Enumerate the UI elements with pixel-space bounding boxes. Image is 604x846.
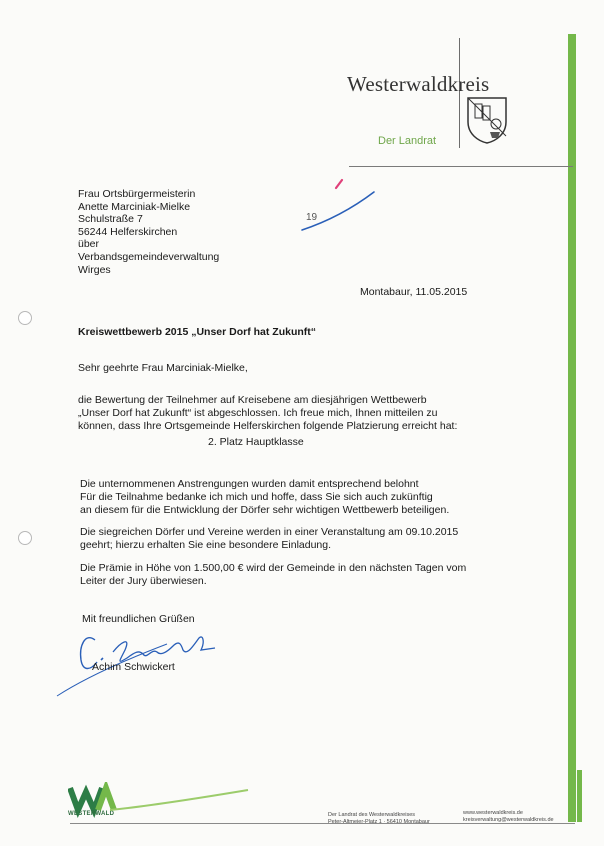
paragraph-line: die Bewertung der Teilnehmer auf Kreisebene am diesjährigen Wettbewerb — [78, 394, 427, 406]
address-line: Frau Ortsbürgermeisterin — [78, 188, 196, 200]
paragraph-line: an diesem für die Entwicklung der Dörfer sehr wichtigen Wettbewerb beteiligen. — [80, 504, 450, 516]
footer-email: kreisverwaltung@westerwaldkreis.de — [463, 817, 554, 823]
salutation: Sehr geehrte Frau Marciniak-Mielke, — [78, 362, 248, 374]
address-line: Anette Marciniak-Mielke — [78, 200, 191, 213]
receipt-stamp-mark — [300, 176, 380, 236]
letterhead-divider-horizontal — [349, 166, 573, 167]
body-paragraph-prize — [80, 562, 466, 588]
footer-line: Peter-Altmeier-Platz 1 · 56410 Montabaur — [328, 819, 430, 825]
address-line: 56244 Helferskirchen — [78, 225, 178, 238]
paragraph-line: Die unternommenen Anstrengungen wurden damit entsprechend belohnt — [80, 478, 419, 490]
paragraph-line: geehrt; hierzu erhalten Sie eine besondere Einladung. — [80, 539, 332, 551]
address-line: Wirges — [78, 263, 111, 276]
punch-hole — [18, 531, 32, 545]
paragraph-line: „Unser Dorf hat Zukunft“ ist abgeschlossen. Ich freue mich, Ihnen mitteilen zu — [78, 407, 438, 419]
placement-result: 2. Platz Hauptklasse — [208, 436, 304, 448]
body-paragraph-thanks — [80, 478, 449, 517]
logo-text: WESTERWALD — [68, 811, 115, 817]
coat-of-arms-icon — [466, 96, 508, 144]
department-name: Der Landrat — [378, 135, 437, 147]
stamp-number: 19 — [306, 212, 318, 223]
green-margin-accent — [577, 770, 582, 822]
footer-line: Der Landrat des Westerwaldkreises — [328, 812, 416, 818]
green-margin-bar — [568, 34, 576, 822]
green-swoosh — [110, 788, 250, 812]
body-paragraph-ceremony — [80, 526, 458, 552]
signer-name: Achim Schwickert — [92, 661, 175, 673]
letter-date: Montabaur, 11.05.2015 — [360, 286, 468, 298]
paragraph-line: Die Prämie in Höhe von 1.500,00 € wird der Gemeinde in den nächsten Tagen vom — [80, 562, 467, 574]
footer-website: www.westerwaldkreis.de — [463, 810, 523, 816]
paragraph-line: Für die Teilnahme bedanke ich mich und hoffe, dass Sie sich auch zukünftig — [80, 491, 433, 503]
punch-hole — [18, 311, 32, 325]
address-line: über — [78, 238, 100, 251]
paragraph-line: Die siegreichen Dörfer und Vereine werden in einer Veranstaltung am 09.10.2015 — [80, 526, 459, 538]
letter-subject: Kreiswettbewerb 2015 „Unser Dorf hat Zukunft“ — [78, 326, 317, 338]
brand-name: Westerwaldkreis — [347, 72, 490, 96]
address-line: Verbandsgemeindeverwaltung — [78, 250, 220, 263]
recipient-address — [78, 188, 219, 276]
paragraph-line: Leiter der Jury überwiesen. — [80, 575, 207, 587]
footer-address — [328, 812, 430, 826]
body-paragraph-evaluation — [78, 394, 457, 433]
address-line: Schulstraße 7 — [78, 213, 143, 226]
footer-contact — [463, 810, 554, 824]
closing-phrase: Mit freundlichen Grüßen — [82, 613, 195, 625]
paragraph-line: können, dass Ihre Ortsgemeinde Helferskirchen folgende Platzierung erreicht hat: — [78, 420, 458, 432]
